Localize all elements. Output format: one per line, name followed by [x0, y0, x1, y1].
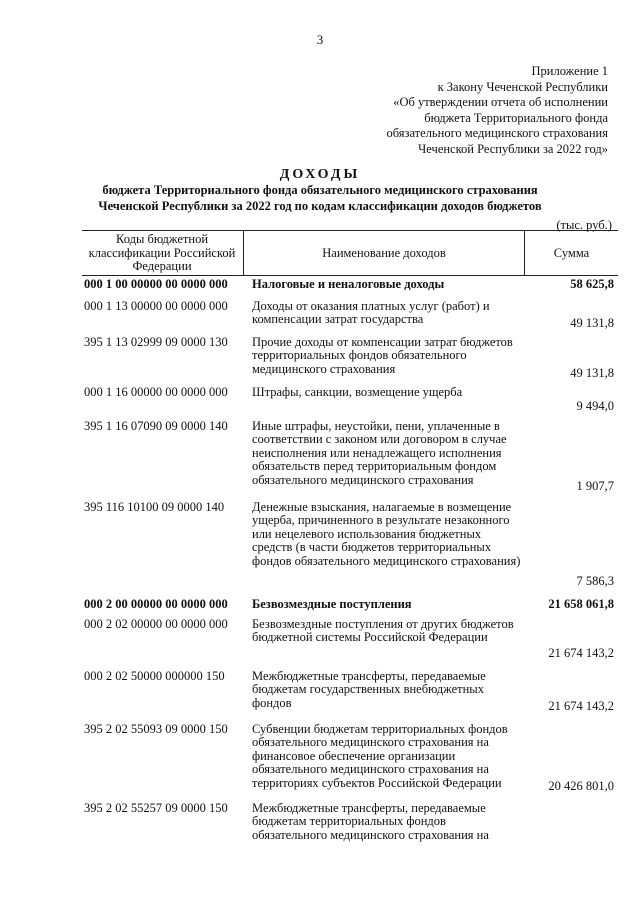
- row-code: 000 2 02 50000 000000 150: [84, 669, 225, 683]
- appendix-line: бюджета Территориального фонда: [424, 110, 608, 125]
- appendix-line: Чеченской Республики за 2022 год»: [418, 141, 608, 156]
- row-name: Межбюджетные трансферты, передаваемые бюджетам территориальных фондов обязательного медицинского страхования на: [252, 801, 489, 842]
- row-sum: 49 131,8: [570, 366, 614, 380]
- header-code: Коды бюджетной классификации Российской Федерации: [88, 232, 236, 273]
- row-code: 395 116 10100 09 0000 140: [84, 500, 225, 514]
- row-code: 000 1 00 00000 00 0000 000: [84, 277, 228, 291]
- page-number: 3: [316, 32, 324, 47]
- appendix-line: «Об утверждении отчета об исполнении: [393, 95, 608, 109]
- row-sum: 7 586,3: [576, 574, 614, 588]
- row-name: Денежные взыскания, налагаемые в возмещение ущерба, причиненного в результате незаконного или нецелевого использования бюджетных средств (в части бюджетов территориальных фондов обязательного медицинского страхования): [252, 500, 521, 568]
- row-name: Доходы от оказания платных услуг (работ) и компенсации затрат государства: [252, 299, 490, 327]
- row-sum: 21 674 143,2: [548, 699, 614, 713]
- appendix-line: Приложение 1: [531, 64, 608, 78]
- row-name: Межбюджетные трансферты, передаваемые бюджетам государственных внебюджетных фондов: [252, 669, 486, 710]
- appendix-line: обязательного медицинского страхования: [386, 126, 608, 140]
- header-sum: Сумма: [553, 246, 590, 260]
- document-subtitle: бюджета Территориального фонда обязательного медицинского страхования: [102, 183, 538, 197]
- row-sum: 9 494,0: [576, 399, 614, 413]
- row-name: Иные штрафы, неустойки, пени, уплаченные в соответствии с законом или договором в случае неисполнения или ненадлежащего исполнения обязательств перед территориальным фондом обязательного медицинского страхования: [252, 419, 507, 487]
- row-code: 395 2 02 55257 09 0000 150: [84, 801, 228, 815]
- row-code: 000 1 13 00000 00 0000 000: [84, 299, 228, 313]
- units-label: (тыс. руб.): [556, 218, 612, 232]
- row-name: Прочие доходы от компенсации затрат бюджетов территориальных фондов обязательного медицинского страхования: [252, 335, 513, 376]
- row-name: Налоговые и неналоговые доходы: [252, 277, 445, 291]
- header-name: Наименование доходов: [322, 246, 446, 260]
- row-code: 000 2 02 00000 00 0000 000: [84, 617, 228, 631]
- table-top-border: [82, 230, 618, 231]
- appendix-header: [386, 64, 608, 157]
- row-code: 395 1 16 07090 09 0000 140: [84, 419, 228, 433]
- row-sum: 21 674 143,2: [548, 646, 614, 660]
- row-sum: 1 907,7: [576, 479, 614, 493]
- row-sum: 21 658 061,8: [548, 597, 614, 611]
- row-name: Безвозмездные поступления: [252, 597, 412, 611]
- row-code: 395 2 02 55093 09 0000 150: [84, 722, 228, 736]
- row-code: 000 1 16 00000 00 0000 000: [84, 385, 228, 399]
- row-name: Штрафы, санкции, возмещение ущерба: [252, 385, 463, 399]
- row-name: Субвенции бюджетам территориальных фондов обязательного медицинского страхования на финансовое обеспечение организации обязательного медицинского страхования на территориях субъектов Российской Федерации: [252, 722, 508, 790]
- appendix-line: к Закону Чеченской Республики: [437, 79, 608, 94]
- document-subtitle: Чеченской Республики за 2022 год по кодам классификации доходов бюджетов: [98, 199, 542, 213]
- row-sum: 58 625,8: [570, 277, 614, 291]
- row-sum: 20 426 801,0: [548, 779, 614, 793]
- table-header-border: [82, 275, 618, 276]
- row-code: 000 2 00 00000 00 0000 000: [84, 597, 228, 611]
- row-sum: 49 131,8: [570, 316, 614, 330]
- document-title: ДОХОДЫ: [279, 167, 361, 182]
- row-name: Безвозмездные поступления от других бюджетов бюджетной системы Российской Федерации: [252, 617, 514, 645]
- row-code: 395 1 13 02999 09 0000 130: [84, 335, 228, 349]
